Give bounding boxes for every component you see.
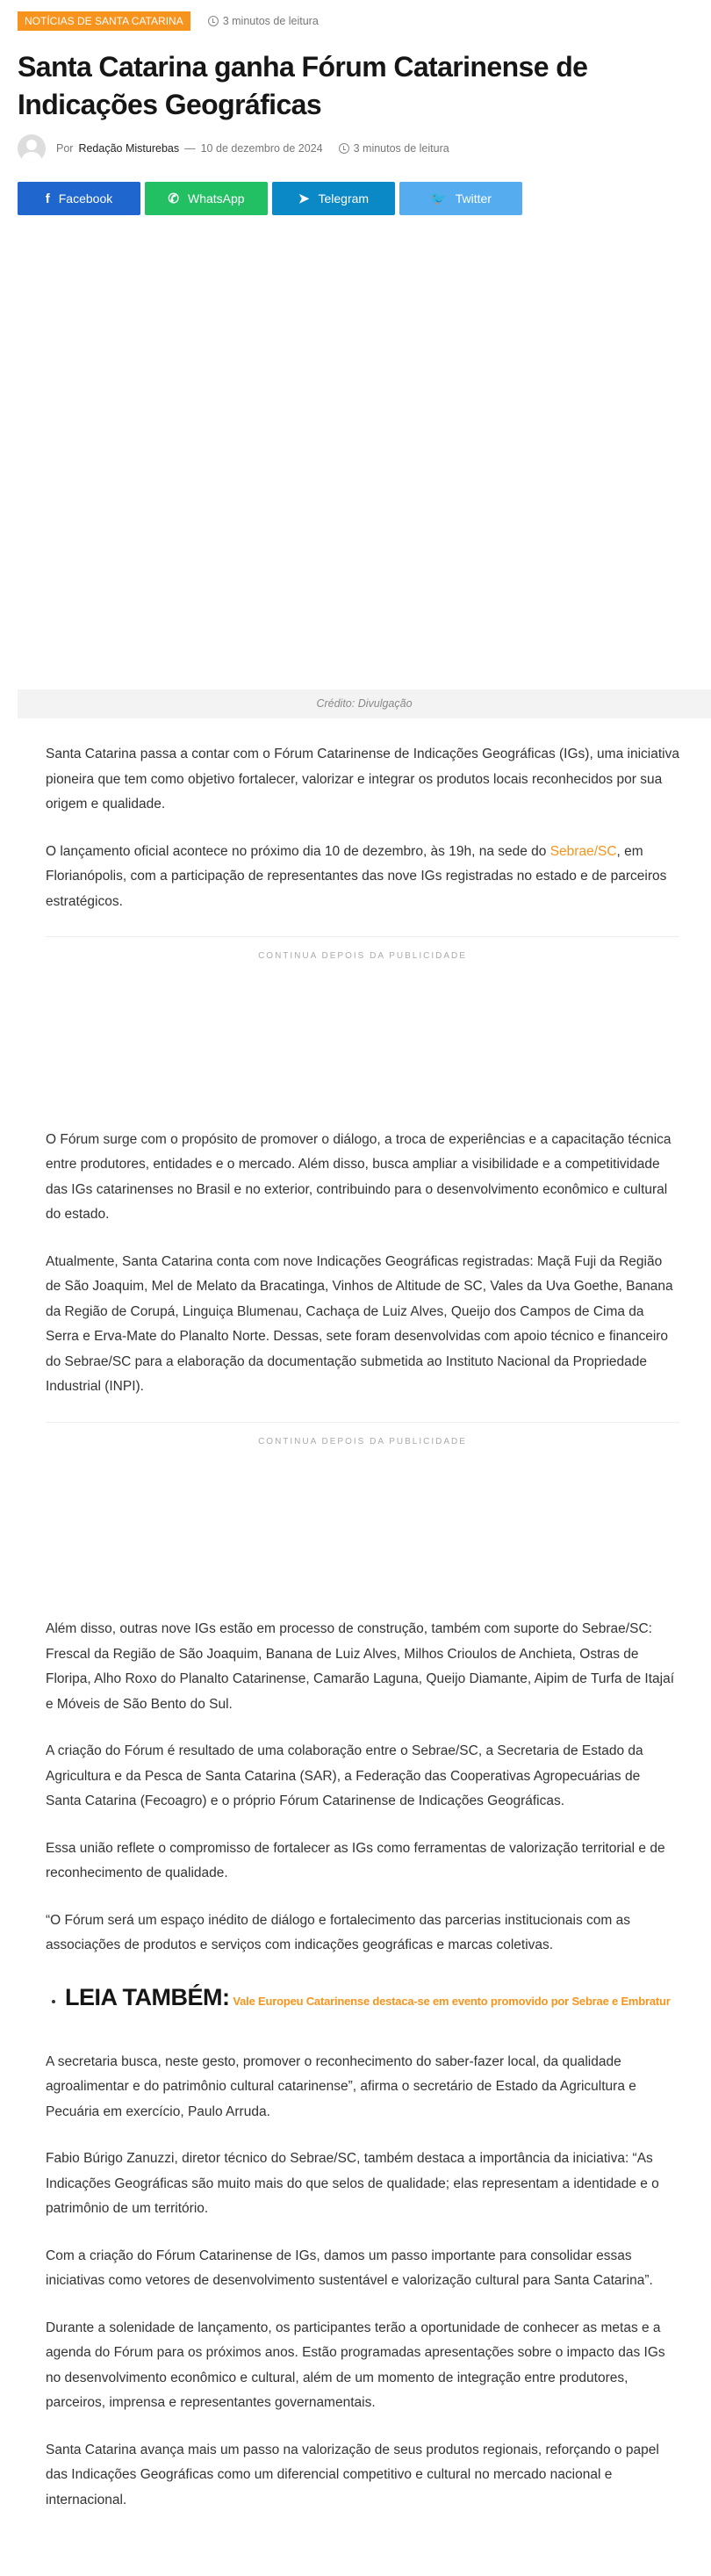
related-item	[65, 1981, 679, 2018]
post-header-top	[18, 11, 319, 31]
share-whatsapp-label: WhatsApp	[187, 191, 245, 206]
related-heading: LEIA TAMBÉM:	[65, 1983, 230, 2010]
paragraph: Fabio Búrigo Zanuzzi, diretor técnico do Sebrae/SC, também destaca a importância da iniciativa: “As Indicações Geográficas são muito mais do que selos de qualidade; elas representam a identidade e o patrimônio de um território.	[46, 2151, 659, 2216]
article-body	[46, 742, 679, 2535]
paragraph: A criação do Fórum é resultado de uma colaboração entre o Sebrae/SC, a Secretaria de Estado da Agricultura e da Pesca de Santa Catarina (SAR), a Federação das Cooperativas Agropecuárias de Santa Catarina (Fecoagro) e o próprio Fórum Catarinense de Indicações Geográficas.	[46, 1743, 643, 1808]
paragraph: A secretaria busca, neste gesto, promover o reconhecimento do saber-fazer local, da qualidade agroalimentar e do patrimônio cultural catarinense”, afirma o secretário de Estado da Agricultura e Pecuária em exercício, Paulo Arruda.	[46, 2053, 636, 2119]
share-telegram-label: Telegram	[318, 191, 370, 206]
category-badge[interactable]: NOTÍCIAS DE SANTA CATARINA	[18, 11, 190, 31]
by-label: Por	[56, 142, 74, 155]
ad-label: CONTINUA DEPOIS DA PUBLICIDADE	[46, 936, 679, 970]
share-twitter-label: Twitter	[455, 191, 492, 206]
paragraph	[46, 840, 679, 915]
reading-time	[208, 15, 319, 27]
share-facebook-label: Facebook	[58, 191, 113, 206]
image-caption: Crédito: Divulgação	[18, 689, 711, 718]
post-meta	[18, 134, 449, 162]
telegram-icon: ➤	[298, 191, 310, 206]
meta-separator: —	[184, 142, 196, 155]
facebook-icon: f	[45, 191, 50, 206]
paragraph: Essa união reflete o compromisso de fortalecer as IGs como ferramentas de valorização territorial e de reconhecimento de qualidade.	[46, 1840, 665, 1880]
author-link[interactable]: Redação Misturebas	[78, 142, 180, 155]
paragraph: Durante a solenidade de lançamento, os participantes terão a oportunidade de conhecer as metas e a agenda do Fórum para os próximos anos. Estão programadas apresentações sobre o impacto das IGs no desenvolvimento econômico e cultural, além de um momento de integração entre produtores, parceiros, imprensa e representantes governamentais.	[46, 2320, 665, 2410]
reading-time-text: 3 minutos de leitura	[222, 15, 319, 27]
avatar[interactable]	[18, 134, 46, 162]
paragraph: Além disso, outras nove IGs estão em processo de construção, também com suporte do Sebrae/SC: Frescal da Região de São Joaquim, Banana de Luiz Alves, Milhos Crioulos de Anchieta, Ostras de Floripa, Alho Roxo do Planalto Catarinense, Camarão Laguna, Queijo Diamante, Aipim de Turfa de Itajaí e Móveis de São Bento do Sul.	[46, 1621, 674, 1712]
post-date: 10 de dezembro de 2024	[200, 142, 323, 155]
sebrae-link[interactable]: Sebrae/SC	[549, 843, 617, 859]
related-list	[65, 1981, 679, 2018]
paragraph: Santa Catarina passa a contar com o Fórum Catarinense de Indicações Geográficas (IGs), uma iniciativa pioneira que tem como objetivo fortalecer, valorizar e integrar os produtos locais reconhecidos por sua origem e qualidade.	[46, 747, 679, 812]
clock-icon	[339, 143, 349, 154]
paragraph: Santa Catarina avança mais um passo na valorização de seus produtos regionais, reforçando o papel das Indicações Geográficas como um diferencial competitivo e cultural no mercado nacional e internacional.	[46, 2442, 659, 2507]
share-facebook-button[interactable]	[18, 182, 140, 215]
paragraph: Atualmente, Santa Catarina conta com nove Indicações Geográficas registradas: Maçã Fuji da Região de São Joaquim, Mel de Melato da Bracatinga, Vinhos de Altitude de SC, Vales da Uva Goethe, Banana da Região de Corupá, Linguiça Blumenau, Cachaça de Luiz Alves, Queijo dos Campos de Cima da Serra e Erva-Mate do Planalto Norte. Dessas, sete foram desenvolvidas com apoio técnico e financeiro do Sebrae/SC para a elaboração da documentação submetida ao Instituto Nacional da Propriedade Industrial (INPI).	[46, 1253, 673, 1394]
whatsapp-icon: ✆	[168, 191, 179, 206]
meta-reading-time-text: 3 minutos de leitura	[353, 142, 449, 155]
ad-label: CONTINUA DEPOIS DA PUBLICIDADE	[46, 1422, 679, 1455]
page-title: Santa Catarina ganha Fórum Catarinense de Indicações Geográficas	[18, 51, 588, 120]
related-link[interactable]: Vale Europeu Catarinense destaca-se em evento promovido por Sebrae e Embratur	[233, 1994, 671, 2008]
share-buttons	[18, 182, 522, 215]
paragraph: “O Fórum será um espaço inédito de diálogo e fortalecimento das parcerias institucionais com as associações de produtos e serviços com indicações geográficas e marcas coletivas.	[46, 1912, 630, 1952]
paragraph-text: , em Florianópolis, com a participação de representantes das nove IGs registradas no estado e de parceiros estratégicos.	[46, 843, 667, 909]
paragraph-text: O lançamento oficial acontece no próximo dia 10 de dezembro, às 19h, na sede do	[46, 843, 550, 859]
paragraph: O Fórum surge com o propósito de promover o diálogo, a troca de experiências e a capacitação técnica entre produtores, entidades e o mercado. Além disso, busca ampliar a visibilidade e a competitividade das IGs catarinenses no Brasil e no exterior, contribuindo para o desenvolvimento econômico e cultural do estado.	[46, 1131, 672, 1222]
share-whatsapp-button[interactable]	[145, 182, 268, 215]
share-twitter-button[interactable]	[399, 182, 522, 215]
meta-reading-time	[339, 142, 449, 155]
clock-icon	[208, 16, 219, 26]
twitter-icon: 🐦	[430, 191, 447, 206]
share-telegram-button[interactable]	[272, 182, 395, 215]
paragraph: Com a criação do Fórum Catarinense de IGs, damos um passo importante para consolidar essas iniciativas como vetores de desenvolvimento sustentável e valorização cultural para Santa Catarina”.	[46, 2248, 653, 2288]
